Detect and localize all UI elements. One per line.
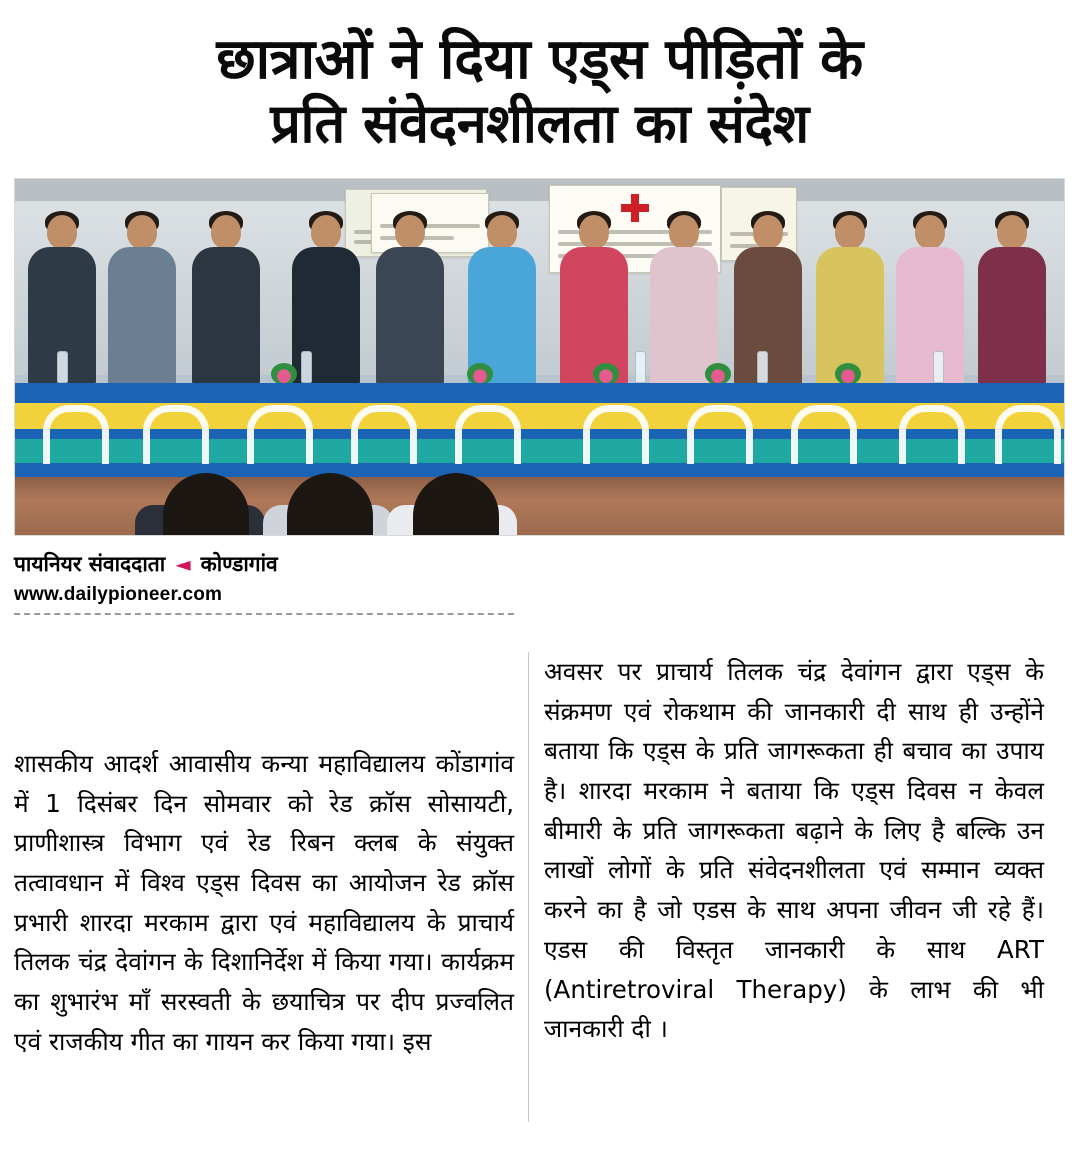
photo-water-bottle xyxy=(635,351,646,383)
photo-flower xyxy=(593,363,619,385)
photo-person xyxy=(103,215,181,387)
body-column-right xyxy=(544,652,1044,1062)
photo-person xyxy=(811,215,889,387)
photo-person xyxy=(187,215,265,387)
headline-line-2: प्रति संवेदनशीलता का संदेश xyxy=(270,91,809,155)
photo-flower xyxy=(271,363,297,385)
photo-water-bottle xyxy=(57,351,68,383)
body-column-left xyxy=(14,652,514,1062)
photo-water-bottle xyxy=(933,351,944,383)
byline-reporter: पायनियर संवाददाता xyxy=(14,551,166,576)
photo-flower xyxy=(705,363,731,385)
byline-divider xyxy=(14,613,514,615)
photo-person xyxy=(729,215,807,387)
photo-person xyxy=(287,215,365,387)
photo-water-bottle xyxy=(757,351,768,383)
photo-flower xyxy=(467,363,493,385)
byline-dateline: कोण्डागांव xyxy=(200,551,278,576)
byline-arrow-icon: ◄ xyxy=(175,551,191,576)
photo-person xyxy=(645,215,723,387)
photo-scene xyxy=(15,179,1064,535)
body-text-right: अवसर पर प्राचार्य तिलक चंद्र देवांगन द्वारा एड्स के संक्रमण एवं रोकथाम की जानकारी दी साथ ही उन्होंने बताया कि एड्स के प्रति जागरूकता ही बचाव का उपाय है। शारदा मरकाम ने बताया कि एड्स दिवस न केवल बीमारी के प्रति जागरूकता बढ़ाने के लिए है बल्कि उन लाखों लोगों के प्रति संवेदनशीलता एवं सम्मान व्यक्त करने का है जो एडस के साथ अपना जीवन जी रहे हैं। एडस की विस्तृत जानकारी के साथ ART (Antiretroviral Therapy) के लाभ की भी जानकारी दी । xyxy=(544,657,1044,1044)
article-body xyxy=(14,652,1065,1062)
photo-flower xyxy=(835,363,861,385)
photo-person xyxy=(371,215,449,387)
headline-line-1: छात्राओं ने दिया एड्स पीड़ितों के xyxy=(216,27,863,92)
photo-person xyxy=(891,215,969,387)
website-url[interactable]: www.dailypioneer.com xyxy=(14,583,223,605)
photo-table-cloth xyxy=(15,383,1064,477)
article-photo xyxy=(14,178,1065,536)
photo-water-bottle xyxy=(301,351,312,383)
photo-person xyxy=(463,215,541,387)
page-title xyxy=(14,0,1065,156)
photo-wall-band xyxy=(15,179,1064,201)
photo-person xyxy=(973,215,1051,387)
byline xyxy=(14,550,514,578)
body-text-left: शासकीय आदर्श आवासीय कन्या महाविद्यालय कोंडागांव में 1 दिसंबर दिन सोमवार को रेड क्रॉस सोसायटी, प्राणीशास्त्र विभाग एवं रेड रिबन क्लब के संयुक्त तत्वावधान में विश्व एड्स दिवस का आयोजन रेड क्रॉस प्रभारी शारदा मरकाम द्वारा एवं महाविद्यालय के प्राचार्य तिलक चंद्र देवांगन के दिशानिर्देश में किया गया। कार्यक्रम का शुभारंभ माँ सरस्वती के छयाचित्र पर दीप प्रज्वलित एवं राजकीय गीत का गायन कर किया गया। इस xyxy=(14,749,514,1056)
photo-person xyxy=(555,215,633,387)
